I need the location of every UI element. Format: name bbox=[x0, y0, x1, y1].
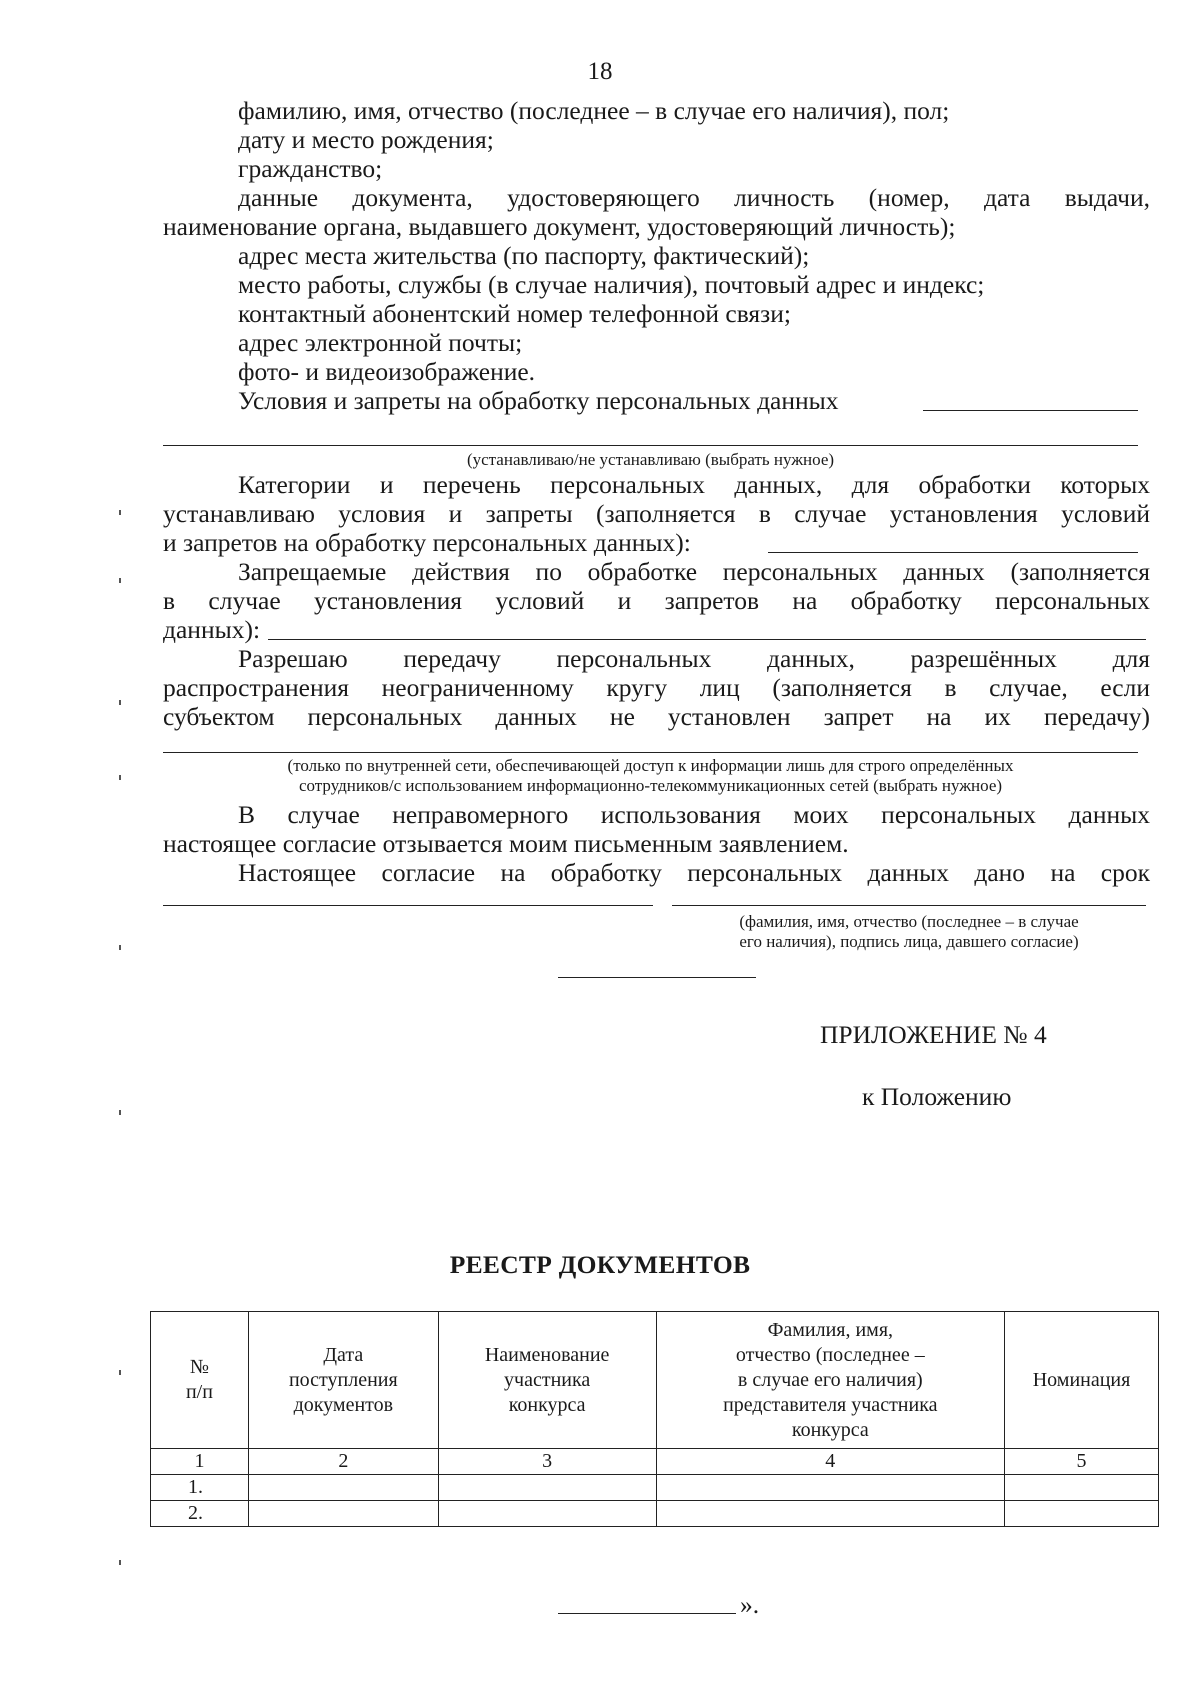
scan-speck bbox=[119, 700, 121, 705]
conditions-label: Условия и запреты на обработку персональных данных bbox=[238, 386, 839, 415]
text-line: данные документа, удостоверяющего личность (номер, дата выдачи, bbox=[238, 183, 1150, 212]
transfer-line: Разрешаю передачу персональных данных, разрешённых для bbox=[238, 644, 1150, 673]
table-cell[interactable] bbox=[656, 1501, 1005, 1527]
text-line: дату и место рождения; bbox=[238, 125, 494, 154]
transfer-blank-line[interactable] bbox=[163, 752, 1138, 753]
prohibited-line: Запрещаемые действия по обработке персональных данных (заполняется bbox=[238, 557, 1150, 586]
appendix-subtitle: к Положению bbox=[862, 1082, 1012, 1111]
table-cell[interactable] bbox=[438, 1475, 656, 1501]
transfer-line: распространения неограниченному кругу лиц (заполняется в случае, если bbox=[163, 673, 1150, 702]
scan-speck bbox=[119, 1110, 121, 1115]
column-number: 5 bbox=[1005, 1449, 1159, 1475]
table-cell[interactable] bbox=[656, 1475, 1005, 1501]
header-nomination: Номинация bbox=[1005, 1312, 1159, 1449]
categories-blank[interactable] bbox=[768, 552, 1138, 553]
closing-mark: ». bbox=[740, 1590, 760, 1619]
scan-speck bbox=[119, 1370, 121, 1375]
header-number: № п/п bbox=[151, 1312, 249, 1449]
signature-blank[interactable] bbox=[672, 905, 1146, 906]
signature-hint: его наличия), подпись лица, давшего согласие) bbox=[739, 932, 1079, 951]
term-blank[interactable] bbox=[163, 905, 653, 906]
text-line: фото- и видеоизображение. bbox=[238, 357, 536, 386]
closing-blank[interactable] bbox=[558, 1613, 736, 1614]
categories-line: Категории и перечень персональных данных, для обработки которых bbox=[238, 470, 1150, 499]
prohibited-line: в случае установления условий и запретов на обработку персональных bbox=[163, 586, 1150, 615]
text-line: контактный абонентский номер телефонной связи; bbox=[238, 299, 791, 328]
header-date: Дата поступления документов bbox=[248, 1312, 438, 1449]
prohibited-blank[interactable] bbox=[268, 639, 1146, 640]
column-number: 2 bbox=[248, 1449, 438, 1475]
transfer-hint: сотрудников/с использованием информационно-телекоммуникационных сетей (выбрать нужное) bbox=[298, 776, 1003, 795]
signature-hint: (фамилия, имя, отчество (последнее – в случае bbox=[739, 912, 1079, 931]
column-number: 4 bbox=[656, 1449, 1005, 1475]
prohibited-line: данных): bbox=[163, 615, 261, 644]
conditions-blank[interactable] bbox=[923, 410, 1138, 411]
scan-speck bbox=[119, 775, 121, 780]
conditions-blank-line[interactable] bbox=[163, 445, 1138, 446]
term-line: Настоящее согласие на обработку персональных данных дано на срок bbox=[238, 858, 1150, 887]
registry-title: РЕЕСТР ДОКУМЕНТОВ bbox=[449, 1250, 751, 1279]
text-line: адрес электронной почты; bbox=[238, 328, 523, 357]
revoke-line: настоящее согласие отзывается моим письменным заявлением. bbox=[163, 829, 849, 858]
row-number: 2. bbox=[151, 1501, 249, 1527]
table-cell[interactable] bbox=[248, 1475, 438, 1501]
table-cell[interactable] bbox=[1005, 1501, 1159, 1527]
text-line: гражданство; bbox=[238, 154, 383, 183]
categories-line: устанавливаю условия и запреты (заполняется в случае установления условий bbox=[163, 499, 1150, 528]
scan-speck bbox=[119, 1560, 121, 1565]
column-number: 3 bbox=[438, 1449, 656, 1475]
header-representative: Фамилия, имя, отчество (последнее – в случае его наличия) представителя участника конкурса bbox=[656, 1312, 1005, 1449]
transfer-hint: (только по внутренней сети, обеспечивающей доступ к информации лишь для строго определённых bbox=[287, 756, 1014, 775]
table-cell[interactable] bbox=[438, 1501, 656, 1527]
table-cell[interactable] bbox=[1005, 1475, 1159, 1501]
table-cell[interactable] bbox=[248, 1501, 438, 1527]
text-line: фамилию, имя, отчество (последнее – в случае его наличия), пол; bbox=[238, 96, 950, 125]
scan-speck bbox=[119, 510, 121, 515]
header-participant: Наименование участника конкурса bbox=[438, 1312, 656, 1449]
categories-line: и запретов на обработку персональных данных): bbox=[163, 528, 691, 557]
row-number: 1. bbox=[151, 1475, 249, 1501]
scan-speck bbox=[119, 578, 121, 583]
separator-line bbox=[558, 977, 756, 978]
revoke-line: В случае неправомерного использования моих персональных данных bbox=[238, 800, 1150, 829]
text-line: наименование органа, выдавшего документ, удостоверяющий личность); bbox=[163, 212, 956, 241]
text-line: место работы, службы (в случае наличия), почтовый адрес и индекс; bbox=[238, 270, 985, 299]
page-number: 18 bbox=[587, 58, 613, 85]
scan-speck bbox=[119, 945, 121, 950]
transfer-line: субъектом персональных данных не установлен запрет на их передачу) bbox=[163, 702, 1150, 731]
registry-table bbox=[150, 1311, 1159, 1527]
conditions-hint: (устанавливаю/не устанавливаю (выбрать нужное) bbox=[466, 450, 835, 469]
column-number: 1 bbox=[151, 1449, 249, 1475]
text-line: адрес места жительства (по паспорту, фактический); bbox=[238, 241, 810, 270]
appendix-title: ПРИЛОЖЕНИЕ № 4 bbox=[820, 1020, 1047, 1049]
